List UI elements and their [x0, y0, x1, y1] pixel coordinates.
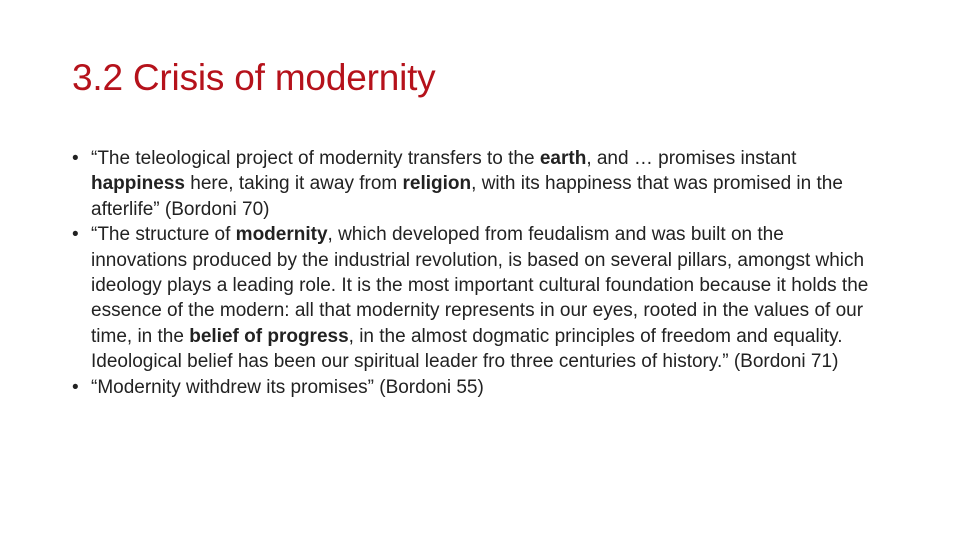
bullet-marker: •: [72, 148, 79, 169]
text-run: “The teleological project of modernity transfers to the: [91, 148, 540, 169]
text-run: , in the almost dogmatic principles of freedom and equality. Ideological belief has been our spiritual leader fro three centuries of history.” (Bordoni 71): [91, 325, 843, 373]
emphasis-religion: religion: [402, 173, 472, 195]
emphasis-belief-of-progress: belief of progress: [189, 325, 349, 347]
bullet-item: [72, 146, 884, 222]
bullet-marker: •: [72, 376, 79, 398]
text-run: , with its happiness that was promised in the afterlife” (Bordoni 70): [91, 173, 843, 220]
bullet-marker: •: [72, 224, 79, 246]
bullet-text: [91, 224, 868, 372]
emphasis-happiness: happiness: [91, 173, 185, 195]
text-run: , and … promises instant: [586, 148, 797, 169]
text-run: , which developed from feudalism and was built on the innovations produced by the industrial revolution, is based on several pillars, amongst which ideology plays a leading role. It is the most important cultural foundation because it holds the essence of the modern: all that modernity represents in our eyes, rooted in the values of our time, in the: [91, 224, 869, 347]
text-run: “Modernity withdrew its promises” (Bordoni 55): [91, 376, 484, 398]
slide-title: 3.2 Crisis of modernity: [72, 57, 436, 98]
bullet-item: [72, 375, 884, 400]
text-run: here, taking it away from: [184, 173, 403, 195]
bullet-text: [91, 377, 484, 398]
bullet-item: [72, 222, 884, 374]
bullet-list: [72, 146, 884, 400]
emphasis-modernity: modernity: [235, 224, 328, 246]
emphasis-earth: earth: [539, 148, 587, 169]
text-run: “The structure of: [91, 224, 236, 246]
bullet-text: [91, 148, 843, 220]
